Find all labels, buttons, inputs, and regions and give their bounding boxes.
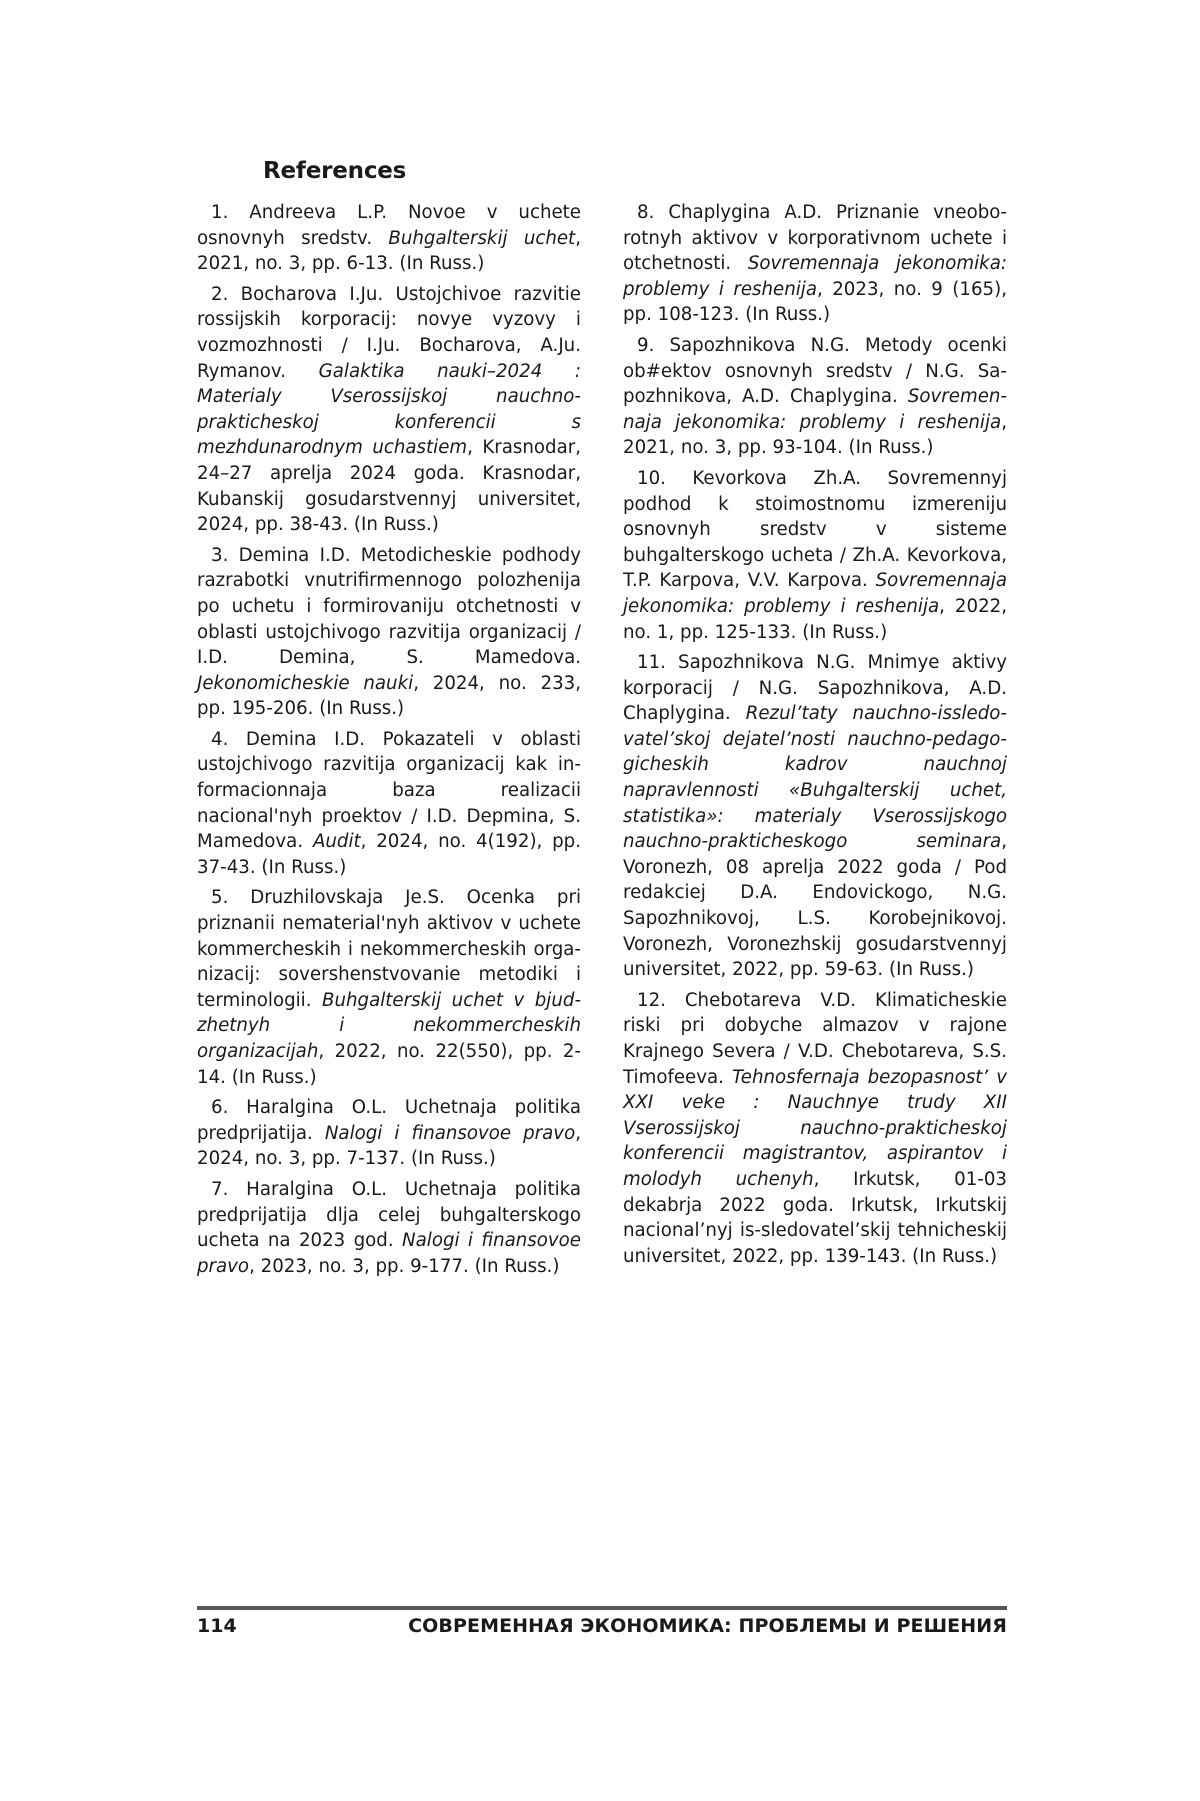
reference-item: 2. Bocharova I.Ju. Ustojchivoe razvitie rossijskih korporacij: novye vyzovy i vozmozhnosti / I.Ju. Bocharova, A.Ju. Rymanov. Galaktika nauki–2024 : Materialy Vserossijskoj nauchno-prakticheskoj kon­ferencii s mezhdunarodnym uchastiem, Krasnodar, 24–27 aprelja 2024 goda. Krasnodar, Kubanskij gosudarstvennyj universitet, 2024, pp. 38-43. (In Russ.): [197, 282, 581, 538]
reference-item: 3. Demina I.D. Metodicheskie podhody razrabotki vnutrifirmennogo polozhenija po uchetu i formirovaniju otchetnosti v oblasti ustojchivogo razvitija organizacij / I.D. Demina, S. Mamedova. Jekonomicheskie nauki, 2024, no. 233, pp. 195-206. (In Russ.): [197, 543, 581, 722]
reference-item: 1. Andreeva L.P. Novoe v uchete osnovnyh sredstv. Buhgalterskij uchet, 2021, no. 3, pp. 6-13. (In Russ.): [197, 200, 581, 277]
reference-item: 4. Demina I.D. Pokazateli v oblasti ustojchivogo razvitija organizacij kak in­formacionnaja baza realizacii nacional'nyh proektov / I.D. Depmina, S. Mamedova. Audit, 2024, no. 4(192), pp. 37-43. (In Russ.): [197, 727, 581, 881]
footer-divider: [197, 1606, 1007, 1610]
reference-item: 5. Druzhilovskaja Je.S. Ocenka pri priznanii nematerial'nyh aktivov v uchete kommercheskih i nekommercheskih orga­nizacij: sovershenstvovanie metodiki i terminologii. Buhgalterskij uchet v bjud­zhetnyh i nekommercheskih organizacijah, 2022, no. 22(550), pp. 2-14. (In Russ.): [197, 885, 581, 1090]
reference-item: 12. Chebotareva V.D. Klimaticheskie riski pri dobyche almazov v rajone Krajnego Severa / V.D. Chebotareva, S.S. Timofeeva. Tehnosfernaja bezopasnost’ v XXI veke : Nauchnye trudy XII Vserossijskoj nauchno-prakticheskoj konferencii magistrantov, aspirantov i molodyh uchenyh, Irkutsk, 01-03 dekabrja 2022 goda. Irkutsk, Irkutskij nacional’nyj is-sledovatel’skij tehnicheskij universitet, 2022, pp. 139-143. (In Russ.): [623, 988, 1007, 1270]
reference-item: 9. Sapozhnikova N.G. Metody ocen­ki ob#ektov osnovnyh sredstv / N.G. Sa­pozhnikova, A.D. Chaplygina. Sovremen­naja jekonomika: problemy i reshenija, 2021, no. 3, pp. 93-104. (In Russ.): [623, 333, 1007, 461]
reference-item: 7. Haralgina O.L. Uchetnaja politika pred­prijatija dlja celej buhgalterskogo ucheta na 2023 god. Nalogi i finansovoe pravo, 2023, no. 3, pp. 9-177. (In Russ.): [197, 1177, 581, 1279]
reference-item: 6. Haralgina O.L. Uchetnaja politika predprijatija. Nalogi i finansovoe pravo, 2024, no. 3, pp. 7-137. (In Russ.): [197, 1095, 581, 1172]
journal-title: СОВРЕМЕННАЯ ЭКОНОМИКА: ПРОБЛЕМЫ И РЕШЕНИЯ: [408, 1615, 1007, 1637]
page-number: 114: [197, 1615, 237, 1637]
reference-item: 10. Kevorkova Zh.A. Sovremennyj podhod k stoimostnomu izmereniju osnovnyh sredstv v sisteme buhgalterskogo ucheta / Zh.A. Kevorkova, T.P. Karpova, V.V. Karpova. Sovremennaja jekonomika: pro­blemy i reshenija, 2022, no. 1, pp. 125-133. (In Russ.): [623, 466, 1007, 645]
references-left-column: [197, 200, 581, 1284]
reference-item: 11. Sapozhnikova N.G. Mnimye aktivy korporacij / N.G. Sapozhnikova, A.D. Chaplygina. Rezul’taty nauchno-issledo­vatel’skoj dejatel’nosti nauchno-pedago­gicheskih kadrov nauchnoj napravlennosti «Buhgalterskij uchet, statistika»: materialy Vserossijskogo nauchno-prakticheskogo seminara, Voronezh, 08 aprelja 2022 goda / Pod redakciej D.A. Endovickogo, N.G. Sapozhnikovoj, L.S. Korobejnikovoj. Voronezh, Voronezhskij gosudarstvennyj universitet, 2022, pp. 59-63. (In Russ.): [623, 650, 1007, 983]
reference-item: 8. Chaplygina A.D. Priznanie vneobo­rotnyh aktivov v korporativnom uchete i otchetnosti. Sovremennaja jekonomika: problemy i reshenija, 2023, no. 9 (165), pp. 108-123. (In Russ.): [623, 200, 1007, 328]
references-right-column: [623, 200, 1007, 1274]
references-heading: References: [263, 158, 406, 184]
